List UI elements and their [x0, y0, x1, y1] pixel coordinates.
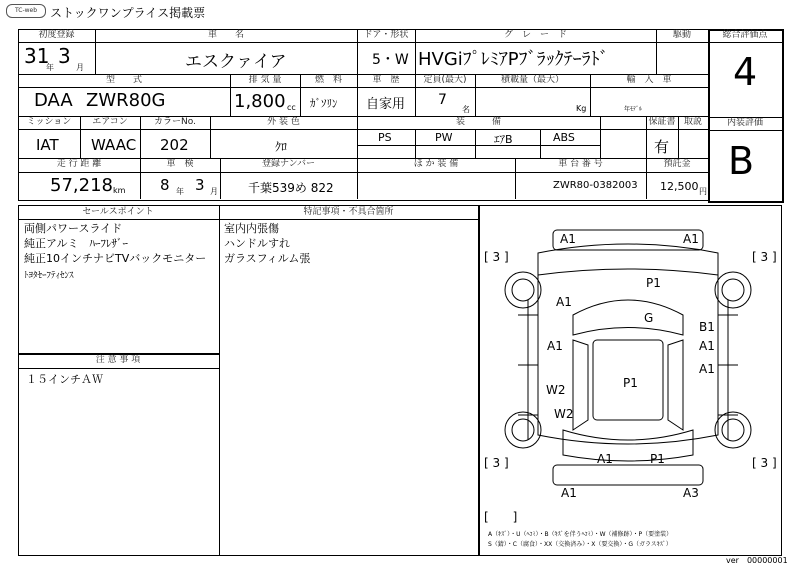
mark-a1-front-left: A1: [560, 232, 576, 246]
label-inspection: 車 検: [166, 159, 194, 169]
equipment-airbag: ｴｱB: [494, 133, 513, 146]
label-warranty: 保証書: [648, 117, 676, 127]
plate-number: 千葉539め 822: [248, 181, 334, 195]
sales-point-4: ﾄﾖﾀｾｰﾌﾃｨｾﾝｽ: [24, 271, 74, 281]
fuel: ｶﾞｿﾘﾝ: [310, 97, 338, 110]
load-unit: Kg: [576, 104, 587, 113]
label-color-no: カラーNo.: [154, 117, 196, 127]
grade: HVGiﾌﾟﾚﾐｱPﾌﾞﾗｯｸﾃｰﾗﾄﾞ: [418, 49, 609, 70]
equipment-abs: ABS: [553, 131, 575, 144]
special-note-2: ハンドルすれ: [224, 237, 290, 250]
sales-point-2: 純正アルミ ﾊｰﾌﾚｻﾞｰ: [24, 237, 129, 250]
label-capacity: 定員(最大): [423, 75, 467, 85]
label-special-notes: 特記事項・不具合箇所: [303, 207, 394, 217]
mark-w2-left-rear: W2: [554, 407, 574, 421]
deposit: 12,500: [660, 180, 699, 193]
label-chassis: 車 台 番 号: [558, 159, 603, 169]
mark-a1-rear-left: A1: [597, 452, 613, 466]
label-grade: グ レ ー ド: [503, 30, 567, 40]
bracket-rear-right: [ 3 ]: [752, 456, 777, 470]
label-manual: 取説: [683, 117, 702, 127]
displacement: 1,800: [234, 91, 286, 112]
model: ZWR80G: [86, 90, 166, 111]
mark-w2-left: W2: [546, 383, 566, 397]
label-car-name: 車 名: [207, 30, 244, 40]
deposit-unit: 円: [699, 187, 707, 196]
label-deposit: 預託金: [663, 159, 691, 169]
label-other-equipment: ほ か 装 備: [413, 159, 459, 169]
label-exterior-color: 外 装 色: [267, 117, 300, 127]
color-no: 202: [160, 136, 189, 154]
warranty-value: 有: [654, 138, 670, 156]
version: ver 00000001: [726, 556, 788, 565]
mark-a1-left-door: A1: [547, 339, 563, 353]
mark-a1-left-fender: A1: [556, 295, 572, 309]
car-diagram: [478, 205, 780, 525]
interior-score: B: [728, 139, 755, 183]
mark-p1-hood: P1: [646, 276, 661, 290]
bracket-rear-left: [ 3 ]: [484, 456, 509, 470]
legend-line-1: A（ｷｽﾞ）・U（ﾍｺﾐ）・B（ｷｽﾞを伴うﾍｺﾐ）・W（補修跡）・P（要塗装）: [488, 531, 673, 538]
label-mission: ミッション: [26, 117, 72, 127]
chassis-number: ZWR80-0382003: [553, 180, 638, 191]
mark-a1-front-right: A1: [683, 232, 699, 246]
first-reg-year: 31: [24, 44, 50, 68]
mark-p1-rear: P1: [650, 452, 665, 466]
label-displacement: 排 気 量: [248, 75, 282, 85]
inspection-month: 3: [195, 176, 205, 194]
label-first-reg: 初度登録: [38, 30, 75, 40]
mileage-unit: km: [113, 186, 126, 195]
label-fuel: 燃 料: [314, 75, 342, 85]
inspection-year: 8: [160, 176, 170, 194]
bracket-front-right: [ 3 ]: [752, 250, 777, 264]
car-name: エスクァイア: [185, 52, 287, 72]
label-usage: 車 歴: [372, 75, 400, 85]
label-sales-points: セールスポイント: [82, 207, 154, 217]
first-reg-year-unit: 年: [46, 63, 54, 72]
aircon: WAAC: [91, 136, 137, 154]
mileage: 57,218: [50, 175, 113, 196]
bracket-extra: [ ]: [484, 510, 518, 524]
capacity-unit: 名: [462, 105, 470, 114]
sales-point-3: 純正10インチナビTVバックモニター: [24, 252, 207, 265]
label-aircon: エアコン: [92, 117, 128, 127]
legend-line-2: S（錆）・C（腐食）・XX（交換済み）・X（要交換）・G（ガラスｷｽﾞ）: [488, 541, 672, 548]
model-prefix: DAA: [34, 90, 73, 111]
mark-a1-right-door: A1: [699, 339, 715, 353]
label-model: 型 式: [105, 75, 142, 85]
cc-unit: cc: [287, 103, 296, 112]
mark-a1-right-rear: A1: [699, 362, 715, 376]
label-mileage: 走 行 距 離: [56, 159, 102, 169]
mark-a3-rear-bumper: A3: [683, 486, 699, 500]
overall-score: 4: [733, 50, 758, 94]
special-note-3: ガラスフィルム張: [224, 252, 311, 265]
capacity: 7: [438, 92, 447, 108]
label-door: ドア・形状: [363, 30, 409, 40]
label-drive: 駆動: [672, 30, 691, 40]
label-interior-eval: 内装評価: [726, 118, 763, 128]
logo: TC-web: [6, 4, 46, 18]
label-overall-eval: 総合評価点: [722, 30, 768, 40]
bracket-front-left: [ 3 ]: [484, 250, 509, 264]
label-plate: 登録ナンバー: [262, 159, 315, 169]
page-title: ストックワンプライス掲載票: [50, 6, 206, 20]
mark-a1-rear-bumper: A1: [561, 486, 577, 500]
inspection-year-unit: 年: [176, 187, 184, 196]
equipment-ps: PS: [378, 131, 392, 144]
label-max-load: 積載量（最大）: [500, 75, 564, 85]
caution-1: １５インチＡＷ: [26, 373, 103, 386]
label-import: 輸 入 車: [626, 75, 672, 85]
equipment-pw: PW: [435, 131, 453, 144]
mark-b1-right: B1: [699, 320, 715, 334]
usage: 自家用: [366, 97, 406, 112]
label-equipment: 装 備: [455, 117, 501, 127]
first-reg-month-unit: 月: [76, 63, 84, 72]
inspection-month-unit: 月: [210, 187, 218, 196]
label-cautions: 注 意 事 項: [95, 355, 141, 365]
first-reg-month: 3: [58, 44, 71, 68]
mission: IAT: [36, 136, 59, 154]
sales-point-1: 両側パワースライド: [24, 222, 123, 235]
mark-p1-roof: P1: [623, 376, 638, 390]
mark-g-windshield: G: [644, 311, 654, 325]
special-note-1: 室内内張傷: [224, 222, 279, 235]
door-shape: 5・W: [372, 52, 409, 68]
import-year: 年ﾓﾃﾞﾙ: [624, 106, 643, 113]
exterior-color: ｸﾛ: [275, 140, 288, 154]
